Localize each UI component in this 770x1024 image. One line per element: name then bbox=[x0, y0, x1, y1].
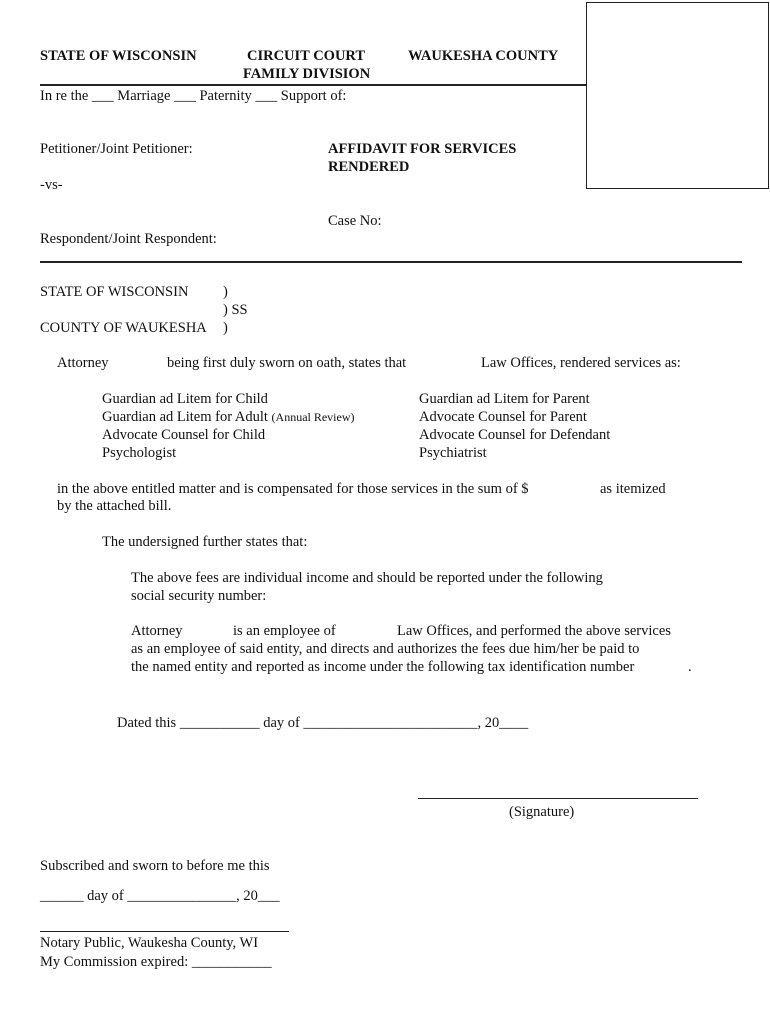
oath-sworn: being first duly sworn on oath, states that bbox=[167, 355, 407, 371]
notary-signature-line bbox=[40, 931, 289, 932]
in-re-line: In re the ___ Marriage ___ Paternity ___ Support of: bbox=[40, 88, 347, 104]
further-statement: The undersigned further states that: bbox=[102, 534, 308, 550]
petitioner-label: Petitioner/Joint Petitioner: bbox=[40, 141, 193, 157]
header-county: WAUKESHA COUNTY bbox=[408, 48, 559, 64]
option2-line3: the named entity and reported as income under the following tax identification number bbox=[131, 659, 635, 675]
oath-law-offices: Law Offices, rendered services as: bbox=[481, 355, 681, 371]
service-left-4: Psychologist bbox=[102, 445, 177, 461]
clerk-stamp-box bbox=[586, 2, 769, 189]
option2-period: . bbox=[688, 659, 692, 675]
option1-line2: social security number: bbox=[131, 588, 267, 604]
venue-paren-3: ) bbox=[223, 320, 228, 336]
dated-line: Dated this ___________ day of ________________________, 20____ bbox=[117, 715, 529, 731]
versus-label: -vs- bbox=[40, 177, 63, 193]
notary-day-line: ______ day of _______________, 20___ bbox=[40, 888, 280, 904]
header-court: CIRCUIT COURT bbox=[247, 48, 366, 64]
document-title-line1: AFFIDAVIT FOR SERVICES bbox=[328, 141, 517, 157]
option2-law-offices: Law Offices, and performed the above services bbox=[397, 623, 671, 639]
service-left-3: Advocate Counsel for Child bbox=[102, 427, 266, 443]
signature-line bbox=[418, 798, 698, 799]
notary-subscribed: Subscribed and sworn to before me this bbox=[40, 858, 270, 874]
venue-ss: ) SS bbox=[223, 302, 248, 318]
venue-state: STATE OF WISCONSIN bbox=[40, 284, 189, 300]
caption-divider bbox=[40, 261, 742, 263]
respondent-label: Respondent/Joint Respondent: bbox=[40, 231, 217, 247]
oath-attorney: Attorney bbox=[57, 355, 109, 371]
document-title-line2: RENDERED bbox=[328, 159, 410, 175]
compensation-itemized: as itemized bbox=[600, 481, 666, 497]
header-division: FAMILY DIVISION bbox=[243, 66, 371, 82]
service-right-2: Advocate Counsel for Parent bbox=[419, 409, 587, 425]
compensation-line1: in the above entitled matter and is compensated for those services in the sum of $ bbox=[57, 481, 529, 497]
header-state: STATE OF WISCONSIN bbox=[40, 48, 197, 64]
header-divider bbox=[40, 84, 586, 86]
service-right-1: Guardian ad Litem for Parent bbox=[419, 391, 590, 407]
option2-employee: is an employee of bbox=[233, 623, 336, 639]
signature-label: (Signature) bbox=[509, 804, 575, 820]
annual-review-note: (Annual Review) bbox=[271, 410, 355, 424]
option2-attorney: Attorney bbox=[131, 623, 183, 639]
service-right-3: Advocate Counsel for Defendant bbox=[419, 427, 611, 443]
venue-paren-1: ) bbox=[223, 284, 228, 300]
option2-line2: as an employee of said entity, and directs and authorizes the fees due him/her be paid to bbox=[131, 641, 640, 657]
compensation-line2: by the attached bill. bbox=[57, 498, 172, 514]
notary-public-label: Notary Public, Waukesha County, WI bbox=[40, 935, 259, 951]
option1-line1: The above fees are individual income and should be reported under the following bbox=[131, 570, 603, 586]
service-left-2: Guardian ad Litem for Adult (Annual Review) bbox=[102, 409, 355, 425]
venue-county: COUNTY OF WAUKESHA bbox=[40, 320, 207, 336]
case-number-label: Case No: bbox=[328, 213, 382, 229]
service-right-4: Psychiatrist bbox=[419, 445, 487, 461]
service-left-1: Guardian ad Litem for Child bbox=[102, 391, 268, 407]
notary-commission: My Commission expired: ___________ bbox=[40, 954, 272, 970]
